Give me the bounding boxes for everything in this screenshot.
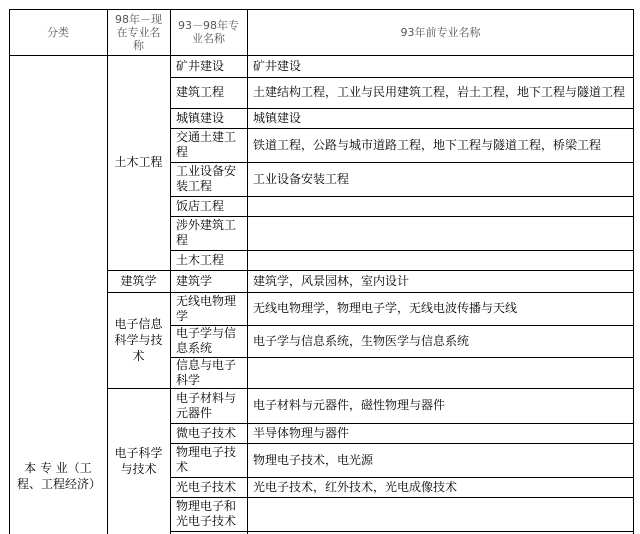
mid-name: 信息与电子科学: [176, 357, 237, 387]
old-names: 矿井建设: [253, 58, 302, 73]
row-border: [107, 388, 634, 389]
mid-name: 物理电子技术: [176, 445, 237, 474]
mid-name: 光电子技术: [176, 479, 237, 494]
mid-name: 无线电物理学: [176, 293, 237, 323]
old-names: [250, 196, 634, 216]
row-border: [170, 477, 634, 478]
old-names: 城镇建设: [253, 110, 302, 125]
row-border: [170, 77, 634, 78]
old-names: 铁道工程，公路与城市道路工程，地下工程与隧道工程，桥梁工程: [253, 137, 602, 152]
row-border: [170, 497, 634, 498]
group-cell: 电子科学与技术: [114, 446, 163, 476]
row-border: [170, 250, 634, 251]
row-border: [170, 128, 634, 129]
row-border: [107, 270, 634, 271]
mid-name: 交通土建工程: [176, 130, 237, 159]
table-border: [247, 9, 248, 534]
mid-name: 城镇建设: [176, 110, 225, 125]
mid-name: 建筑工程: [176, 85, 225, 99]
mid-name: 工业设备安装工程: [176, 164, 237, 193]
mid-name: 土木工程: [176, 252, 225, 267]
mid-name: 饭店工程: [176, 198, 225, 213]
header-pre-93-name: 93年前专业名称: [400, 25, 481, 39]
row-border: [170, 423, 634, 424]
table-border: [9, 9, 634, 10]
old-names: 光电子技术，红外技术，光电成像技术: [253, 479, 458, 494]
mid-name: 物理电子和光电子技术: [176, 499, 237, 528]
old-names: 土建结构工程，工业与民用建筑工程，岩土工程，地下工程与隧道工程: [253, 85, 626, 99]
category-cell: 本 专 业（工程、工程经济）: [17, 461, 102, 491]
old-names: [250, 216, 634, 250]
old-names: 工业设备安装工程: [253, 171, 350, 186]
table-border: [9, 9, 10, 534]
table-border: [107, 9, 108, 534]
row-border: [170, 162, 634, 163]
table-border: [9, 55, 634, 56]
old-names: [250, 250, 634, 270]
row-border: [107, 292, 634, 293]
old-names: 电子学与信息系统，生物医学与信息系统: [253, 333, 470, 348]
mid-name: 建筑学: [176, 273, 213, 288]
group-cell: 建筑学: [120, 273, 157, 288]
group-cell: 电子信息科学与技术: [114, 317, 163, 363]
table-border: [633, 9, 634, 534]
header-current-name: 98年－现在专业名称: [115, 12, 162, 52]
mid-name: 电子材料与元器件: [176, 390, 237, 420]
row-border: [170, 443, 634, 444]
old-names: [250, 357, 634, 388]
row-border: [170, 531, 634, 532]
mid-name: 电子学与信息系统: [176, 326, 237, 355]
row-border: [170, 196, 634, 197]
old-names: 物理电子技术，电光源: [253, 452, 374, 467]
header-category: 分类: [47, 25, 69, 39]
row-border: [170, 216, 634, 217]
row-border: [170, 357, 634, 358]
header-93-98-name: 93－98年专业名称: [178, 19, 239, 45]
old-names: 无线电物理学，物理电子学，无线电波传播与天线: [253, 301, 518, 315]
mid-name: 矿井建设: [176, 58, 225, 73]
row-border: [170, 325, 634, 326]
old-names: 半导体物理与器件: [253, 425, 350, 440]
group-cell: 土木工程: [114, 155, 163, 169]
mid-name: 涉外建筑工程: [176, 218, 237, 247]
old-names: 建筑学，风景园林，室内设计: [253, 273, 410, 288]
old-names: [250, 497, 634, 531]
table-border: [170, 9, 171, 534]
row-border: [170, 108, 634, 109]
mid-name: 微电子技术: [176, 425, 237, 440]
old-names: 电子材料与元器件，磁性物理与器件: [253, 398, 446, 412]
